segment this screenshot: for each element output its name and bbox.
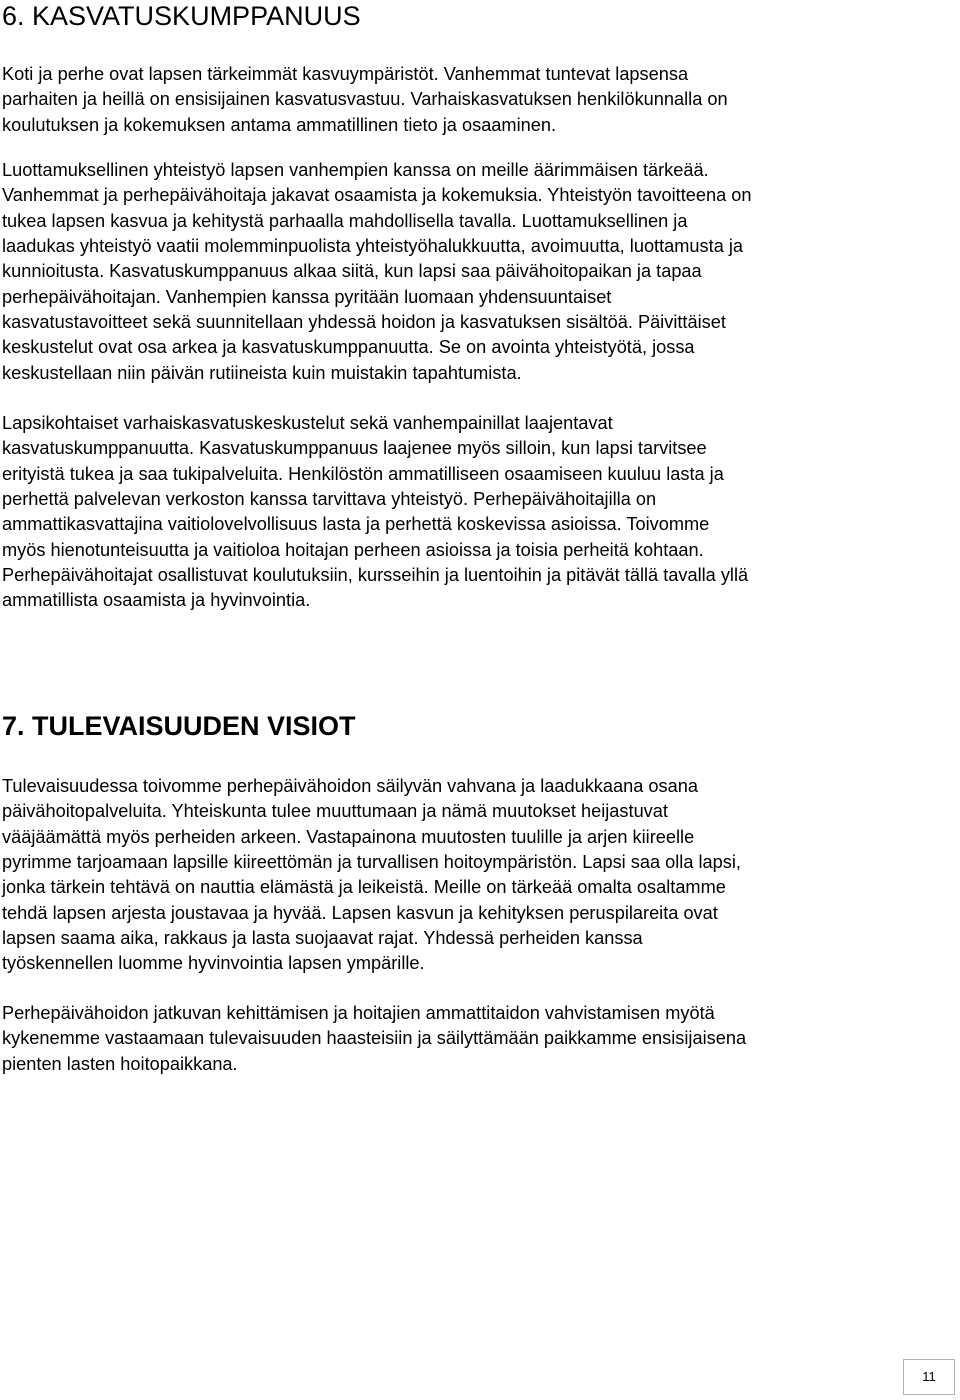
text-line: kasvatuskumppanuutta. Kasvatuskumppanuus laajenee myös silloin, kun lapsi tarvitsee (2, 438, 707, 459)
text-line: kunnioitusta. Kasvatuskumppanuus alkaa siitä, kun lapsi saa päivähoitopaikan ja tapaa (2, 261, 702, 282)
text-line: tukea lapsen kasvua ja kehitystä parhaalla mahdollisella tavalla. Luottamuksellinen ja (2, 210, 688, 231)
text-line: Koti ja perhe ovat lapsen tärkeimmät kasvuympäristöt. Vanhemmat tuntevat lapsensa (2, 64, 689, 84)
page-number: 11 (922, 1369, 936, 1384)
text-line: perhettä palvelevan verkoston kanssa tarvittava yhteistyö. Perhepäivähoitajilla on (2, 489, 657, 510)
text-line: perhepäivähoitajan. Vanhempien kanssa pyritään luomaan yhdensuuntaiset (2, 286, 612, 307)
section-7-paragraph-1 (2, 774, 954, 977)
text-line: ammatillista osaamista ja hyvinvointia. (2, 590, 311, 611)
text-line: keskustellaan niin päivän rutiineista kuin muistakin tapahtumista. (2, 362, 522, 383)
page-number-box (903, 1359, 955, 1395)
section-7-heading: 7. TULEVAISUUDEN VISIOT (2, 711, 356, 741)
section-6-paragraph-1 (2, 62, 954, 138)
text-line: lapsen saama aika, rakkaus ja lasta suojaavat rajat. Yhdessä perheiden kanssa (2, 928, 643, 949)
text-line: myös hienotunteisuutta ja vaitioloa hoitajan perheen asioissa ja toisia perheitä kohtaan. (2, 539, 704, 560)
text-line: Perhepäivähoitajat osallistuvat koulutuksiin, kursseihin ja luentoihin ja pitävät tällä tavalla yllä (2, 565, 749, 586)
text-line: Perhepäivähoidon jatkuvan kehittämisen ja hoitajien ammattitaidon vahvistamisen myötä (2, 1003, 715, 1023)
text-line: Tulevaisuudessa toivomme perhepäivähoidon säilyvän vahvana ja laadukkaana osana (2, 776, 698, 796)
text-line: parhaiten ja heillä on ensisijainen kasvatusvastuu. Varhaiskasvatuksen henkilökunnalla on (2, 89, 728, 110)
text-line: Luottamuksellinen yhteistyö lapsen vanhempien kanssa on meille äärimmäisen tärkeää. (2, 160, 709, 180)
text-line: ammattikasvattajina vaitiolovelvollisuus lasta ja perhettä koskevissa asioissa. Toivomme (2, 514, 710, 535)
section-6-paragraph-3 (2, 411, 954, 614)
text-line: keskustelut ovat osa arkea ja kasvatuskumppanuutta. Se on avointa yhteistyötä, jossa (2, 337, 695, 358)
section-6-heading: 6. KASVATUSKUMPPANUUS (2, 1, 361, 31)
section-7-paragraph-2 (2, 1001, 954, 1077)
text-line: laadukas yhteistyö vaatii molemminpuolista yhteistyöhalukkuutta, avoimuutta, luottamusta ja (2, 236, 744, 257)
text-line: kasvatustavoitteet sekä suunnitellaan yhdessä hoidon ja kasvatuksen sisältöä. Päivittäiset (2, 312, 726, 333)
section-6-paragraph-2 (2, 158, 954, 386)
text-line: kykenemme vastaamaan tulevaisuuden haasteisiin ja säilyttämään paikkamme ensisijaisena (2, 1028, 747, 1049)
text-line: Vanhemmat ja perhepäivähoitaja jakavat osaamista ja kokemuksia. Yhteistyön tavoitteena on (2, 185, 752, 206)
text-line: päivähoitopalveluita. Yhteiskunta tulee muuttumaan ja nämä muutokset heijastuvat (2, 801, 668, 822)
text-line: Lapsikohtaiset varhaiskasvatuskeskustelut sekä vanhempainillat laajentavat (2, 413, 613, 433)
text-line: työskennellen luomme hyvinvointia lapsen ympärille. (2, 953, 425, 974)
text-line: jonka tärkein tehtävä on nauttia elämästä ja leikeistä. Meille on tärkeää omalta osaltamme (2, 877, 726, 898)
text-line: tehdä lapsen arjesta joustavaa ja hyvää. Lapsen kasvun ja kehityksen peruspilareita ovat (2, 902, 718, 923)
text-line: pyrimme tarjoamaan lapsille kiireettömän ja turvallisen hoitoympäristön. Lapsi saa olla lapsi, (2, 852, 741, 873)
text-line: vääjäämättä myös perheiden arkeen. Vastapainona muutosten tuulille ja arjen kiireelle (2, 826, 695, 847)
text-line: erityistä tukea ja saa tukipalveluita. Henkilöstön ammatilliseen osaamiseen kuuluu lasta ja (2, 463, 724, 484)
text-line: pienten lasten hoitopaikkana. (2, 1053, 238, 1074)
text-line: koulutuksen ja kokemuksen antama ammatillinen tieto ja osaaminen. (2, 114, 557, 135)
